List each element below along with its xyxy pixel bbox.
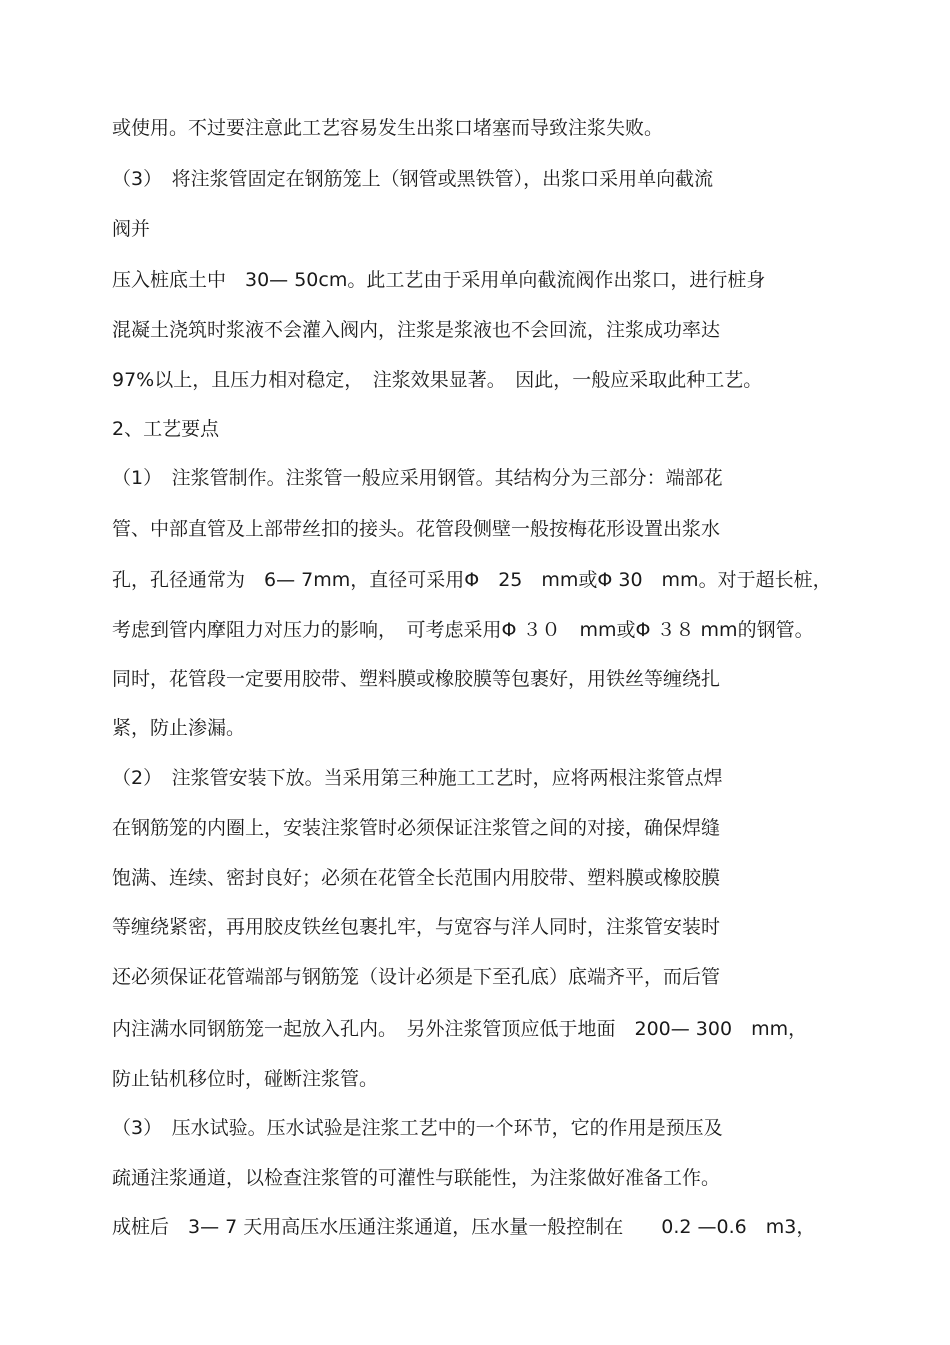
text-line: （1） 注浆管制作。注浆管一般应采用钢管。其结构分为三部分：端部花	[112, 467, 723, 489]
text-line: 阀并	[112, 218, 151, 240]
text-line: 内注满水同钢筋笼一起放入孔内。 另外注浆管顶应低于地面 200— 300 mm，	[112, 1018, 808, 1040]
text-line: 防止钻机移位时，碰断注浆管。	[112, 1068, 379, 1090]
text-line: （3） 压水试验。压水试验是注浆工艺中的一个环节，它的作用是预压及	[112, 1117, 723, 1139]
text-line: 考虑到管内摩阻力对压力的影响， 可考虑采用Φ ３０ mm或Φ ３８ mm的钢管。	[112, 619, 814, 641]
text-line: （2） 注浆管安装下放。当采用第三种施工工艺时，应将两根注浆管点焊	[112, 767, 723, 789]
text-line: 97%以上，且压力相对稳定， 注浆效果显著。 因此，一般应采取此种工艺。	[112, 369, 763, 391]
section-heading: 2、工艺要点	[112, 418, 220, 440]
text-line: 还必须保证花管端部与钢筋笼（设计必须是下至孔底）底端齐平，而后管	[112, 966, 721, 988]
text-line: 压入桩底土中 30— 50cm。此工艺由于采用单向截流阀作出浆口，进行桩身	[112, 269, 766, 291]
text-line: 管、中部直管及上部带丝扣的接头。花管段侧壁一般按梅花形设置出浆水	[112, 518, 721, 540]
text-line: 等缠绕紧密，再用胶皮铁丝包裹扎牢，与宽容与洋人同时，注浆管安装时	[112, 916, 721, 938]
text-line: （3） 将注浆管固定在钢筋笼上（钢管或黑铁管），出浆口采用单向截流	[112, 168, 714, 190]
text-line: 同时，花管段一定要用胶带、塑料膜或橡胶膜等包裹好，用铁丝等缠绕扎	[112, 668, 721, 690]
text-line: 孔，孔径通常为 6— 7mm，直径可采用Φ 25 mm或Φ 30 mm。对于超长桩，	[112, 569, 832, 591]
text-line: 紧，防止渗漏。	[112, 717, 246, 739]
text-line: 饱满、连续、密封良好；必须在花管全长范围内用胶带、塑料膜或橡胶膜	[112, 867, 721, 889]
text-line: 混凝土浇筑时浆液不会灌入阀内，注浆是浆液也不会回流，注浆成功率达	[112, 319, 721, 341]
text-line: 在钢筋笼的内圈上，安装注浆管时必须保证注浆管之间的对接，确保焊缝	[112, 817, 721, 839]
text-line: 疏通注浆通道，以检查注浆管的可灌性与联能性，为注浆做好准备工作。	[112, 1167, 721, 1189]
text-line: 或使用。不过要注意此工艺容易发生出浆口堵塞而导致注浆失败。	[112, 117, 664, 139]
text-line: 成桩后 3— 7 天用高压水压通注浆通道，压水量一般控制在 0.2 —0.6 m3，	[112, 1216, 816, 1238]
